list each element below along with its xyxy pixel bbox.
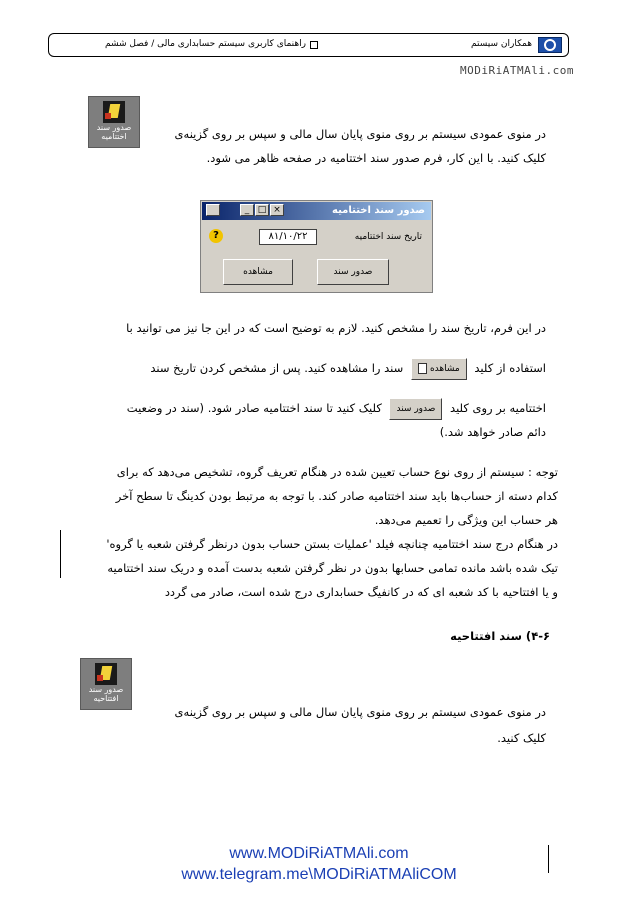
paragraph-2a: در این فرم، تاریخ سند را مشخص کنید. لازم به توضیح است که در این جا نیز می توانید با: [126, 321, 546, 335]
icon-label-line2: اختتامیه: [101, 132, 127, 141]
icon-label-line1: صدور سند: [88, 685, 124, 694]
paragraph-2b: [76, 356, 546, 380]
note-line-2: کدام دسته از حساب‌ها باید سند اختتامیه صادر کند. با توجه به مرتبط بودن کدینگ تا سطح آخر: [115, 489, 558, 503]
icon-label-line1: صدور سند: [96, 123, 132, 132]
view-button[interactable]: [223, 259, 293, 285]
view-button-label: مشاهده: [243, 267, 273, 277]
document-icon: [418, 363, 427, 374]
paragraph-3b: کلیک کنید.: [497, 731, 546, 745]
date-label: تاریخ سند اختتامیه: [354, 232, 422, 242]
note-line-5: تیک شده باشد مانده تمامی حسابها بدون در نظر گرفتن شعبه بدست آمده و دریک سند اختتامیه: [107, 561, 558, 575]
opening-doc-app-icon: [80, 658, 132, 710]
square-bullet-icon: [310, 41, 318, 49]
issue-button-label: صدور سند: [333, 267, 373, 277]
header-company: همکاران سیستم: [471, 39, 532, 49]
footer-link-website[interactable]: www.MODiRiATMAli.com: [229, 845, 409, 862]
document-issue-icon: [103, 101, 125, 123]
paragraph-2c-post: کلیک کنید تا سند اختتامیه صادر شود. (سند در وضعیت: [126, 401, 382, 415]
close-button[interactable]: ×: [270, 204, 284, 216]
closing-doc-dialog: [200, 200, 433, 293]
section-heading: ۴-۶) سند افتتاحیه: [450, 629, 550, 643]
paragraph-2d: دائم صادر خواهد شد.): [439, 425, 546, 439]
icon-label-line2: افتتاحیه: [93, 694, 119, 703]
note-line-1: توجه : سیستم از روی نوع حساب تعیین شده در هنگام تعریف گروه، تشخیص می‌دهد که برای: [116, 465, 558, 479]
paragraph-2c: [76, 396, 546, 420]
maximize-button[interactable]: □: [255, 204, 269, 216]
inline-view-button: [411, 358, 467, 380]
note-line-3: هر حساب این ویژگی را تعمیم می‌دهد.: [374, 513, 558, 527]
minimize-button[interactable]: _: [240, 204, 254, 216]
company-logo-icon: [538, 37, 562, 53]
paragraph-3: در منوی عمودی سیستم بر روی منوی پایان سال مالی و سپس بر روی گزینه‌ی: [174, 705, 546, 719]
document-issue-icon: [95, 663, 117, 685]
dialog-title: صدور سند اختتامیه: [332, 205, 425, 216]
site-tag: MODiRiATMAli.com: [460, 64, 574, 77]
paragraph-1b: کلیک کنید. با این کار، فرم صدور سند اختتامیه در صفحه ظاهر می شود.: [206, 151, 546, 165]
closing-doc-app-icon: [88, 96, 140, 148]
inline-issue-label: صدور سند: [396, 403, 436, 414]
paragraph-2b-pre: استفاده از کلید: [474, 361, 546, 375]
note-line-6: و یا افتتاحیه با کد شعبه ای که در کانفیگ حسابداری درج شده است، صادر می گردد: [164, 585, 558, 599]
issue-button[interactable]: [317, 259, 389, 285]
paragraph-1: در منوی عمودی سیستم بر روی منوی پایان سال مالی و سپس بر روی گزینه‌ی: [174, 127, 546, 141]
note-line-4: در هنگام درج سند اختتامیه چنانچه فیلد 'عملیات بستن حساب بدون درنظر گرفتن شعبه یا گروه': [106, 537, 558, 551]
footer-link-telegram[interactable]: www.telegram.me\MODiRiATMAliCOM: [181, 866, 457, 883]
paragraph-2c-pre: اختتامیه بر روی کلید: [450, 401, 546, 415]
system-menu-icon[interactable]: [206, 204, 220, 216]
page-header: [48, 33, 569, 57]
dialog-titlebar: [202, 202, 431, 220]
paragraph-2b-post: سند را مشاهده کنید. پس از مشخص کردن تاریخ سند: [150, 361, 404, 375]
help-icon[interactable]: ?: [209, 229, 223, 243]
inline-view-label: مشاهده: [429, 363, 460, 374]
inline-issue-button: [389, 398, 442, 420]
note-divider: [60, 530, 61, 578]
header-title: راهنمای کاربری سیستم حسابداری مالی / فصل ششم: [105, 39, 306, 49]
date-input[interactable]: ۸۱/۱۰/۲۲: [259, 229, 317, 245]
